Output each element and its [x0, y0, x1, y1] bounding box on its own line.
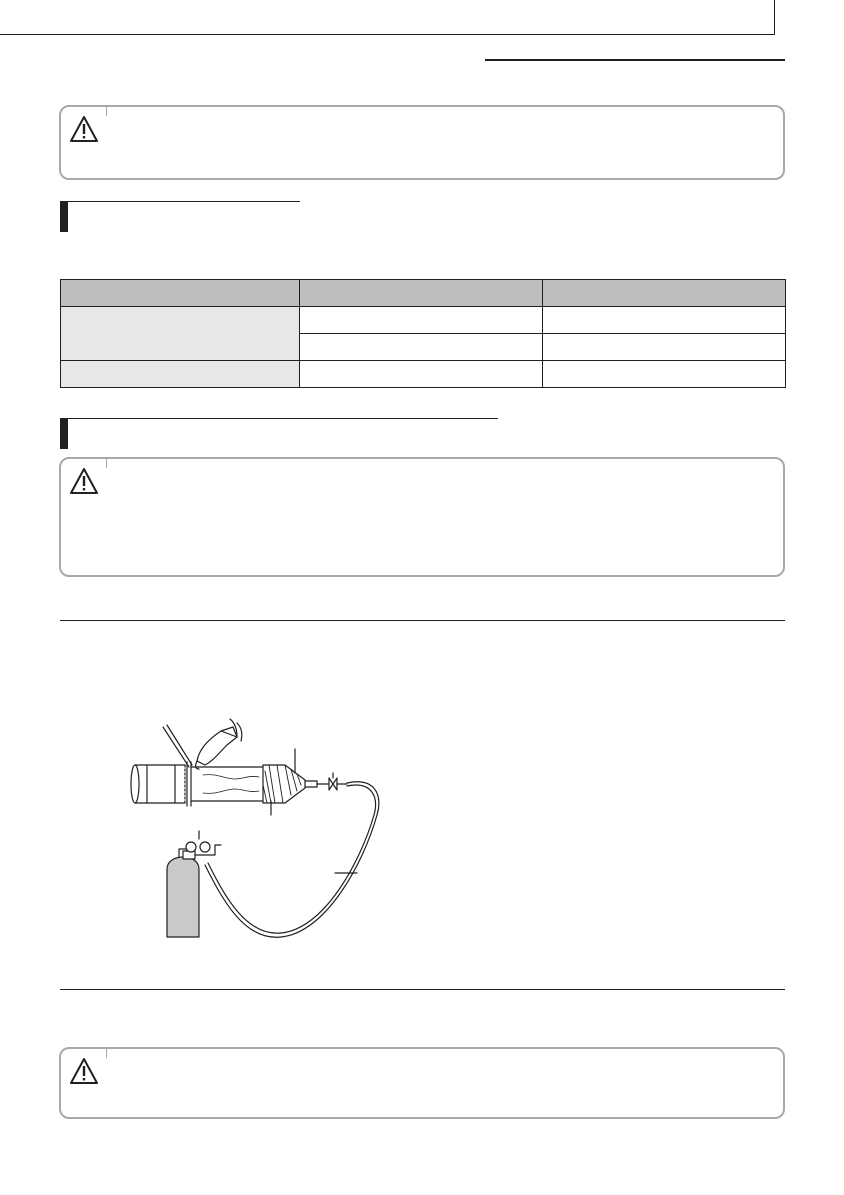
caution-box [59, 1047, 785, 1119]
table-header-cell [543, 280, 786, 307]
table-header-cell [61, 280, 300, 307]
valve-icon [329, 778, 337, 790]
table-header-row [61, 280, 786, 307]
nitrogen-cylinder [167, 849, 199, 937]
table-header-cell [300, 280, 543, 307]
section-marker [60, 202, 68, 232]
warning-triangle-icon [69, 115, 99, 143]
crop-mark [0, 0, 775, 35]
section-rule [60, 418, 498, 419]
table-cell [543, 334, 786, 361]
subsection-rule [60, 620, 785, 621]
subsection-rule [60, 989, 785, 990]
spec-table [60, 279, 786, 388]
caution-tick [106, 107, 107, 116]
table-row [61, 361, 786, 388]
caution-box [59, 457, 785, 577]
brazing-illustration [125, 715, 385, 945]
table-cell [300, 361, 543, 388]
table-cell [300, 334, 543, 361]
caution-tick [106, 1049, 107, 1058]
section-rule [60, 201, 300, 202]
header-rule [485, 59, 785, 61]
section-marker [60, 419, 68, 449]
brazing-rod [163, 727, 189, 767]
table-cell [543, 361, 786, 388]
warning-triangle-icon [69, 1057, 99, 1085]
table-cell [543, 307, 786, 334]
caution-box [59, 105, 785, 180]
page-header-title [485, 40, 785, 58]
table-cell [61, 361, 300, 388]
pipe-plug [263, 765, 305, 803]
table-cell [61, 307, 300, 361]
torch-icon [196, 719, 242, 769]
table-row [61, 307, 786, 334]
pressure-regulator [183, 831, 221, 859]
nitrogen-hose [205, 782, 379, 937]
warning-triangle-icon [69, 467, 99, 495]
table-cell [300, 307, 543, 334]
caution-tick [106, 459, 107, 468]
